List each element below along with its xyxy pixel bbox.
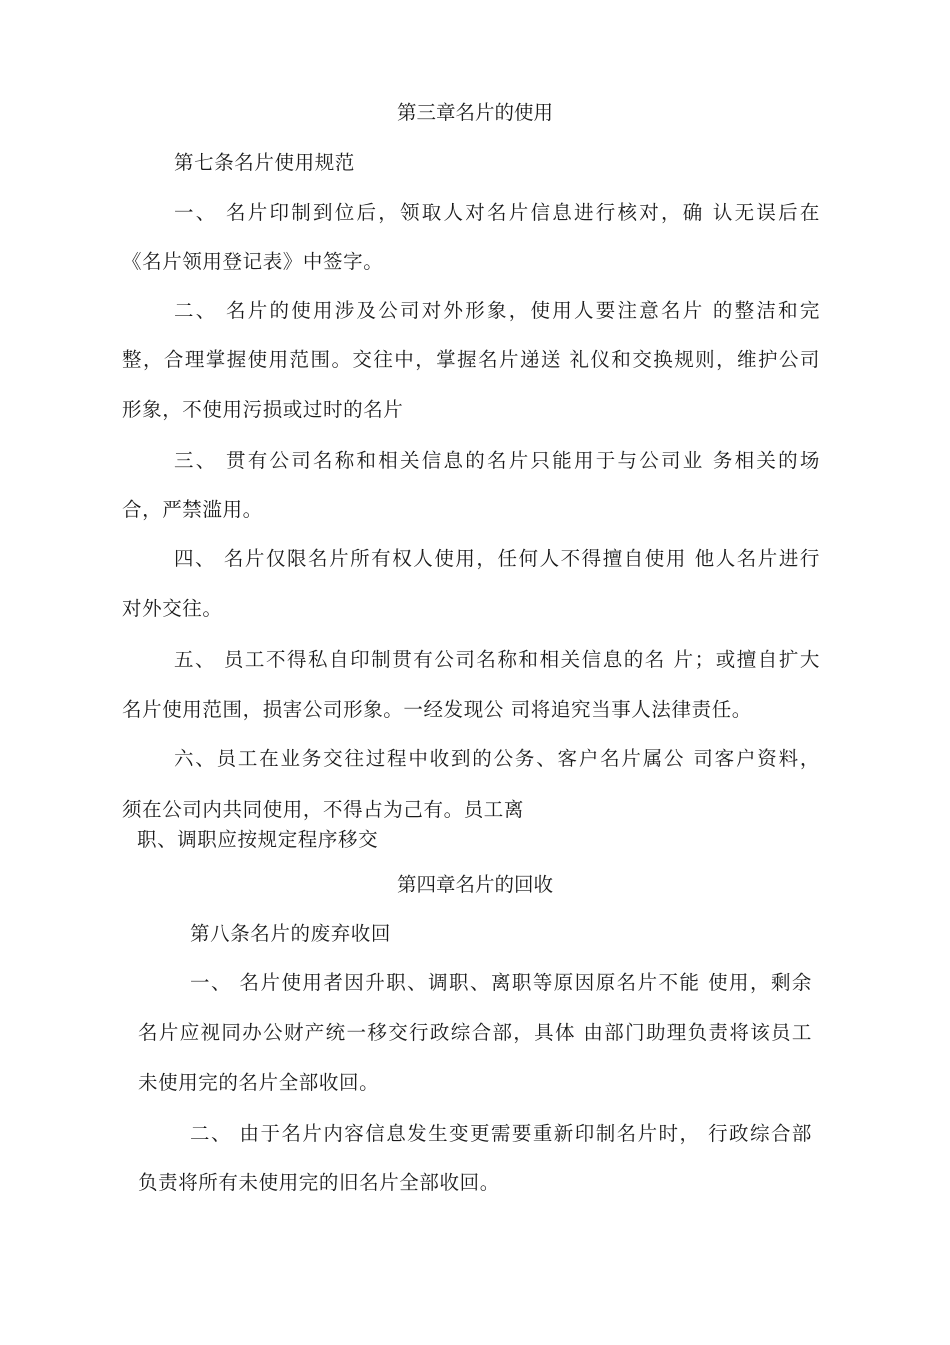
article-7-line-3: 二、 名片的使用涉及公司对外形象，使用人要注意名片 的整洁和完 <box>174 299 820 322</box>
article-7-line-7: 合，严禁滥用。 <box>122 498 263 521</box>
article-8-line-3: 未使用完的名片全部收回。 <box>138 1071 380 1094</box>
article-7-line-8: 四、 名片仅限名片所有权人使用，任何人不得擅自使用 他人名片进行 <box>174 547 820 570</box>
article-8-title: 第八条名片的废弃收回 <box>190 922 392 945</box>
article-7-line-6: 三、 贯有公司名称和相关信息的名片只能用于与公司业 务相关的场 <box>174 449 820 472</box>
article-7-line-11: 名片使用范围，损害公司形象。一经发现公 司将追究当事人法律责任。 <box>122 698 752 721</box>
article-7-line-12: 六、员工在业务交往过程中收到的公务、客户名片属公 司客户资料， <box>174 747 820 770</box>
article-7-line-2: 《名片领用登记表》中签字。 <box>122 250 384 273</box>
article-8-line-5: 负责将所有未使用完的旧名片全部收回。 <box>138 1171 500 1194</box>
article-8-line-2: 名片应视同办公财产统一移交行政综合部，具体 由部门助理负责将该员工 <box>138 1021 812 1044</box>
article-7-line-5: 形象，不使用污损或过时的名片 <box>122 398 404 421</box>
article-7-line-13: 须在公司内共同使用，不得占为己有。员工离 <box>122 798 525 821</box>
chapter-4-title: 第四章名片的回收 <box>396 873 553 896</box>
article-7-line-9: 对外交往。 <box>122 597 223 620</box>
article-7-line-4: 整，合理掌握使用范围。交往中，掌握名片递送 礼仪和交换规则，维护公司 <box>122 348 820 371</box>
article-7-line-10: 五、 员工不得私自印制贯有公司名称和相关信息的名 片；或擅自扩大 <box>174 648 820 671</box>
article-7-line-1: 一、 名片印制到位后，领取人对名片信息进行核对，确 认无误后在 <box>174 201 820 224</box>
article-7-line-14: 职、调职应按规定程序移交 <box>137 828 379 851</box>
article-7-title: 第七条名片使用规范 <box>174 151 355 174</box>
article-8-line-1: 一、 名片使用者因升职、调职、离职等原因原名片不能 使用，剩余 <box>190 971 812 994</box>
chapter-3-title: 第三章名片的使用 <box>396 101 553 124</box>
article-8-line-4: 二、 由于名片内容信息发生变更需要重新印制名片时， 行政综合部 <box>190 1122 812 1145</box>
